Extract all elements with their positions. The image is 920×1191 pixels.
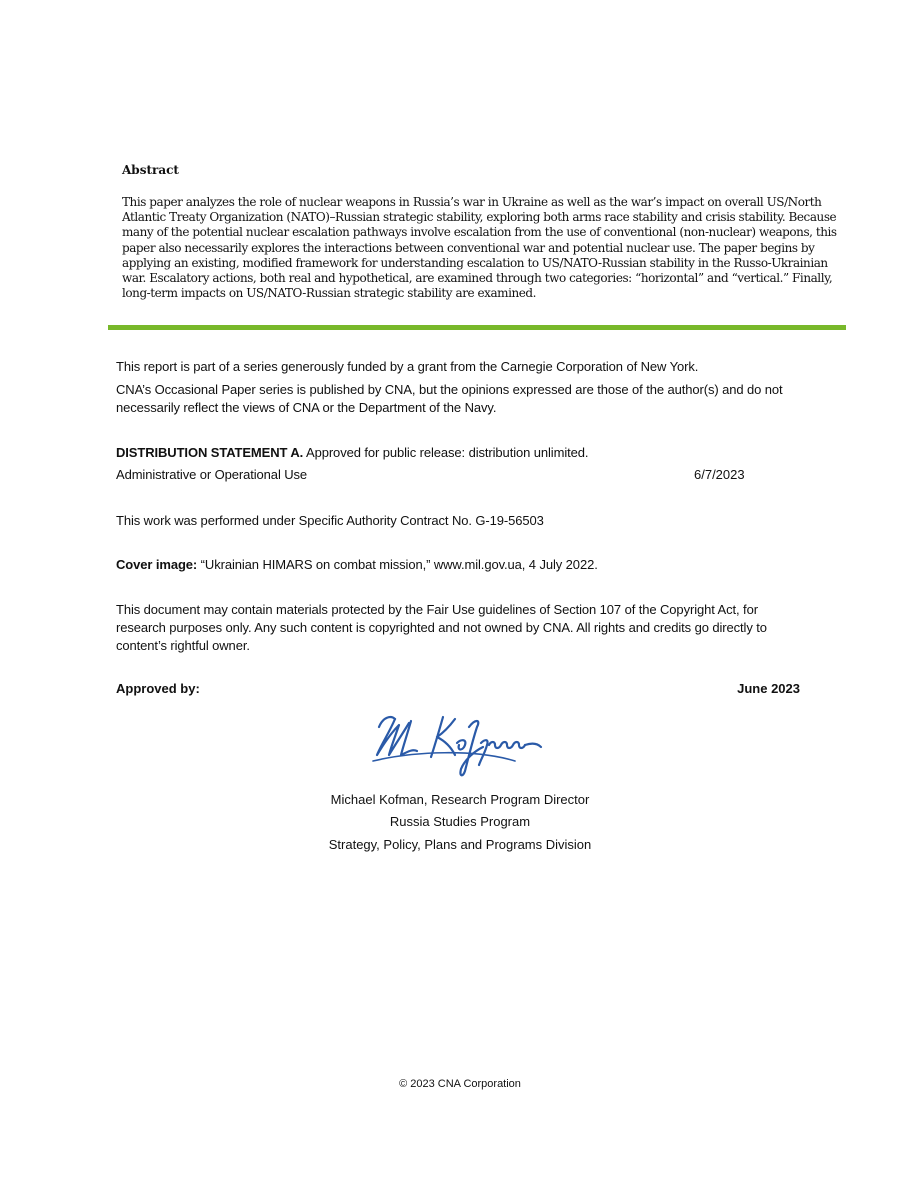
distribution-text: Approved for public release: distribution unlimited.: [303, 445, 589, 460]
cover-image-credit: [116, 556, 816, 574]
cover-image-label: Cover image:: [116, 557, 198, 572]
section-divider: [108, 325, 846, 330]
signer-division: Strategy, Policy, Plans and Programs Division: [328, 837, 592, 852]
fair-use-statement: This document may contain materials protected by the Fair Use guidelines of Section 107 of the Copyright Act, for research purposes only. Any such content is copyrighted and not owned by CNA. All rights and credits go directly to content’s rightful owner.: [116, 602, 767, 653]
approval-date: June 2023: [737, 681, 800, 696]
distribution-label: DISTRIBUTION STATEMENT A.: [116, 445, 304, 460]
disclaimer-statement: CNA’s Occasional Paper series is published by CNA, but the opinions expressed are those of the author(s) and do not necessarily reflect the views of CNA or the Department of the Navy.: [116, 382, 783, 415]
cover-image-text: “Ukrainian HIMARS on combat mission,” www.mil.gov.ua, 4 July 2022.: [197, 557, 598, 572]
funding-statement: This report is part of a series generously funded by a grant from the Carnegie Corporation of New York.: [116, 359, 699, 374]
signature-image: [365, 705, 555, 785]
contract-statement: This work was performed under Specific Authority Contract No. G-19-56503: [116, 513, 544, 528]
signer-name-title: Michael Kofman, Research Program Director: [330, 792, 590, 807]
approved-by-label: Approved by:: [116, 681, 200, 696]
distribution-statement: [116, 444, 816, 462]
signer-program: Russia Studies Program: [389, 814, 531, 829]
abstract-section: [122, 162, 844, 301]
copyright-notice: © 2023 CNA Corporation: [399, 1078, 521, 1090]
use-label: Administrative or Operational Use: [116, 467, 308, 482]
use-date: 6/7/2023: [694, 467, 745, 482]
abstract-body: This paper analyzes the role of nuclear weapons in Russia’s war in Ukraine as well as the war’s impact on overall US/North Atlantic Treaty Organization (NATO)–Russian strategic stability, exploring both arms race stability and crisis stability. Because many of the potential nuclear escalation pathways involve escalation from the use of conventional (non-nuclear) weapons, this paper also necessarily explores the interactions between conventional war and potential nuclear use. The paper begins by applying an existing, modified framework for understanding escalation to US/NATO-Russian stability in the Russo-Ukrainian war. Escalatory actions, both real and hypothetical, are examined through two categories: “horizontal” and “vertical.” Finally, long-term impacts on US/NATO-Russian strategic stability are examined.: [122, 195, 837, 301]
abstract-heading: Abstract: [122, 163, 179, 177]
